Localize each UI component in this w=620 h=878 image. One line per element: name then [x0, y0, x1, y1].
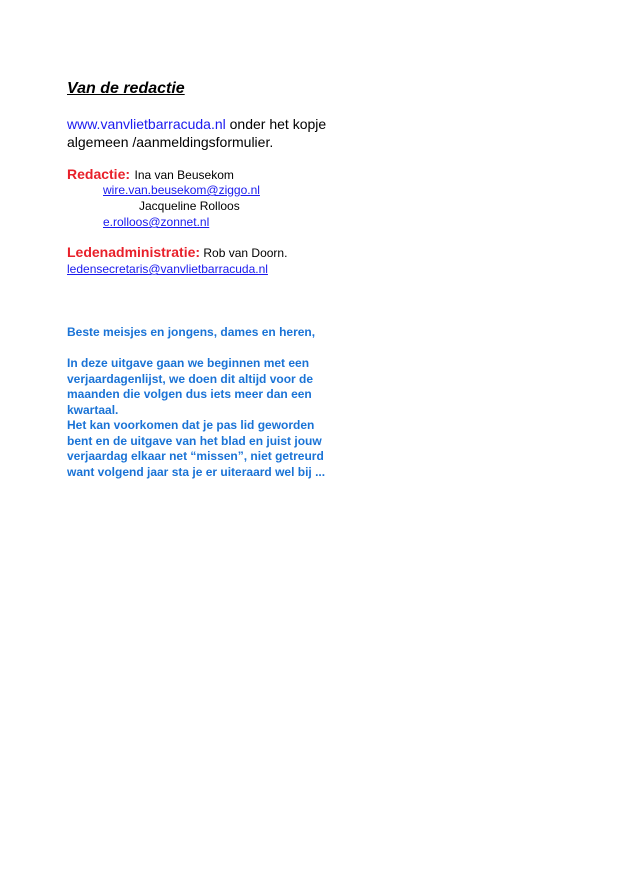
redactie-name-2: Jacqueline Rolloos: [139, 199, 240, 213]
website-link[interactable]: www.vanvlietbarracuda.nl: [67, 116, 226, 132]
message-line: verjaardag elkaar net “missen”, niet getreurd: [67, 449, 324, 463]
message-line: In deze uitgave gaan we beginnen met een: [67, 356, 310, 370]
ledenadministratie-name: Rob van Doorn.: [203, 246, 288, 260]
intro-line-1: [67, 115, 326, 133]
redactie-email-1[interactable]: wire.van.beusekom@ziggo.nl: [103, 183, 260, 197]
redactie-email-1-line: [103, 183, 260, 198]
ledenadministratie-email[interactable]: ledensecretaris@vanvlietbarracuda.nl: [67, 262, 268, 276]
intro-paragraph: [67, 115, 326, 151]
ledenadministratie-email-line: [67, 262, 268, 277]
message-line: bent en de uitgave van het blad en juist jouw: [67, 433, 322, 448]
redactie-email-2[interactable]: e.rolloos@zonnet.nl: [103, 215, 210, 229]
message-greeting: Beste meisjes en jongens, dames en heren,: [67, 325, 316, 339]
redactie-email-2-line: [103, 215, 209, 230]
message-body: [67, 356, 357, 480]
ledenadministratie-row: [67, 244, 287, 262]
redactie-name-1: Ina van Beusekom: [134, 168, 234, 182]
message-line: verjaardagenlijst, we doen dit altijd voor de: [67, 371, 314, 386]
message-line: maanden die volgen dus iets meer dan een: [67, 387, 312, 401]
message-line: Het kan voorkomen dat je pas lid geworden: [67, 418, 315, 432]
page-title: Van de redactie: [67, 80, 185, 97]
message-line: kwartaal.: [67, 402, 119, 417]
message-line: want volgend jaar sta je er uiteraard wel bij ...: [67, 464, 326, 479]
intro-line-2: algemeen /aanmeldingsformulier.: [67, 134, 274, 150]
intro-line-1-text: onder het kopje: [225, 116, 327, 132]
redactie-label: Redactie:: [67, 166, 131, 182]
ledenadministratie-label: Ledenadministratie:: [67, 244, 201, 260]
redactie-row: [67, 166, 234, 184]
